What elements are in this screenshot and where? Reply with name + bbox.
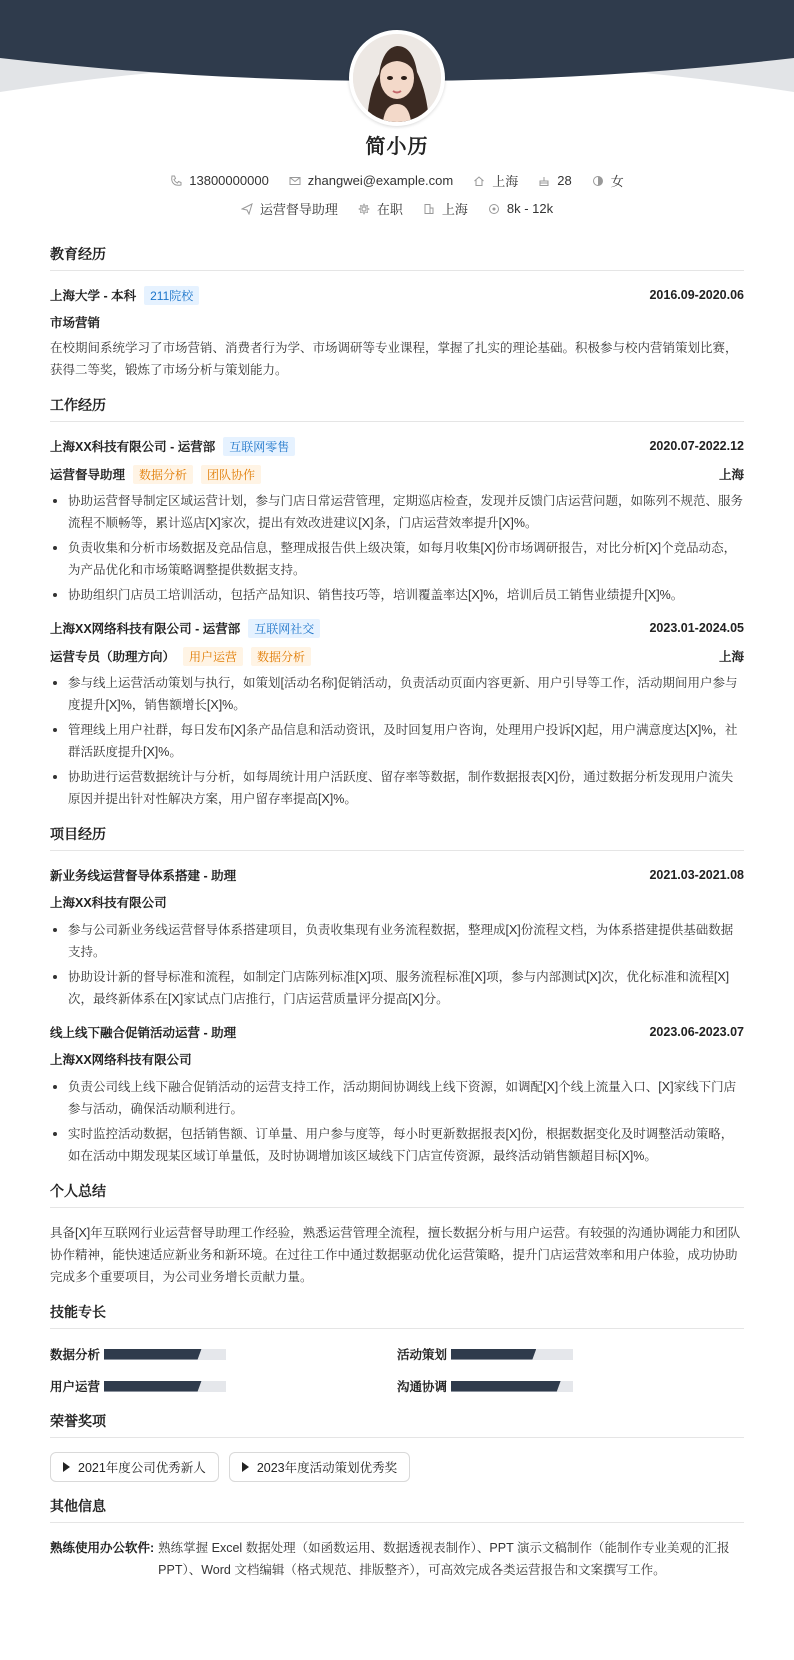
award-text: 2023年度活动策划优秀奖 [256, 1461, 398, 1475]
project-entry [50, 1022, 744, 1167]
industry-tag: 互联网零售 [223, 437, 295, 456]
skill-name: 沟通协调 [397, 1380, 448, 1394]
skill-item [397, 1375, 744, 1397]
list-item: 协助运营督导制定区域运营计划，参与门店日常运营管理，定期巡店检查，发现并反馈门店运营问题，如陈列不规范、服务流程不顺畅等，累计巡店[X]家次，提出有效改进建议[X]条，门店运营效率提升[X]%。 [50, 490, 744, 534]
section-title: 荣誉奖项 [50, 1411, 744, 1438]
skill-name: 活动策划 [397, 1348, 448, 1362]
award-text: 2021年度公司优秀新人 [78, 1461, 206, 1475]
target-job-text: 运营督导助理 [259, 202, 338, 217]
other-label: 熟练使用办公软件: [50, 1541, 155, 1555]
job-intent-row [0, 199, 794, 218]
play-icon [63, 1462, 70, 1472]
education-section [50, 244, 744, 381]
send-icon [241, 203, 253, 215]
summary-section [50, 1181, 744, 1288]
cake-icon [538, 175, 550, 187]
skill-item [397, 1343, 744, 1365]
resume-content [50, 244, 744, 1595]
list-item: 参与线上运营活动策划与执行，如策划[活动名称]促销活动，负责活动页面内容更新、用户引导等工作，活动期间用户参与度提升[X]%，销售额增长[X]%。 [50, 672, 744, 716]
other-value: 熟练掌握 Excel 数据处理（如函数运用、数据透视表制作）、PPT 演示文稿制作（能制作专业美观的汇报PPT）、Word 文档编辑（格式规范、排版整齐），可高效完成各类运营报告和文案撰写工作。 [158, 1541, 730, 1577]
section-title: 工作经历 [50, 395, 744, 422]
role-name: 运营督导助理 [50, 468, 126, 482]
play-icon [242, 1462, 249, 1472]
list-item: 参与公司新业务线运营督导体系搭建项目，负责收集现有业务流程数据，整理成[X]份流程文档，为体系搭建提供基础数据支持。 [50, 919, 744, 963]
list-item: 管理线上用户社群，每日发布[X]条产品信息和活动资讯，及时回复用户咨询，处理用户投诉[X]起，用户满意度达[X]%，社群活跃度提升[X]%。 [50, 719, 744, 763]
skill-bar [451, 1381, 573, 1392]
work-date: 2023.01-2024.05 [649, 621, 744, 635]
email-text: zhangwei@example.com [307, 173, 454, 188]
education-entry [50, 285, 744, 381]
contact-info-row [0, 171, 794, 190]
avatar-portrait [353, 34, 441, 122]
section-title: 教育经历 [50, 244, 744, 271]
list-item: 协助进行运营数据统计与分析，如每周统计用户活跃度、留存率等数据，制作数据报表[X]份，通过数据分析发现用户流失原因并提出针对性解决方案，用户留存率提高[X]%。 [50, 766, 744, 810]
city-text: 上海 [492, 174, 519, 189]
awards-list [50, 1452, 744, 1482]
award-item [229, 1452, 410, 1482]
major-name: 市场营销 [50, 316, 101, 330]
salary-item [488, 201, 553, 216]
skill-bar-fill [104, 1349, 202, 1360]
target-city-item [423, 199, 468, 218]
city-item [473, 171, 518, 190]
gear-icon [358, 203, 370, 215]
education-desc: 在校期间系统学习了市场营销、消费者行为学、市场调研等专业课程，掌握了扎实的理论基础。积极参与校内营销策划比赛，获得二等奖，锻炼了市场分析与策划能力。 [50, 341, 738, 377]
awards-section [50, 1411, 744, 1482]
skill-bar [451, 1349, 573, 1360]
section-title: 项目经历 [50, 824, 744, 851]
role-name: 运营专员（助理方向） [50, 650, 176, 664]
coin-icon [488, 203, 500, 215]
skill-name: 数据分析 [50, 1348, 101, 1362]
skill-bar [104, 1349, 226, 1360]
skills-grid [50, 1343, 744, 1397]
project-date: 2023.06-2023.07 [649, 1025, 744, 1039]
company-name: 上海XX科技有限公司 - 运营部 [50, 440, 216, 454]
list-item: 实时监控活动数据，包括销售额、订单量、用户参与度等，每小时更新数据报表[X]份，根据数据变化及时调整活动策略，如在活动中期发现某区域订单量低，及时协调增加该区域线下门店宣传资源，最终活动销售额超目标[X]%。 [50, 1123, 744, 1167]
skill-item [50, 1375, 397, 1397]
gender-item [592, 171, 624, 190]
email-item [289, 173, 453, 188]
skill-item [50, 1343, 397, 1365]
skill-name: 用户运营 [50, 1380, 101, 1394]
section-title: 个人总结 [50, 1181, 744, 1208]
list-item: 负责公司线上线下融合促销活动的运营支持工作，活动期间协调线上线下资源，如调配[X]个线上流量入口、[X]家线下门店参与活动，确保活动顺利进行。 [50, 1076, 744, 1120]
skill-bar-fill [451, 1349, 536, 1360]
phone-icon [170, 175, 182, 187]
project-name: 新业务线运营督导体系搭建 - 助理 [50, 869, 237, 883]
skill-bar [104, 1381, 226, 1392]
gender-text: 女 [610, 174, 624, 189]
building-icon [423, 203, 435, 215]
salary-text: 8k - 12k [506, 201, 554, 216]
target-city-text: 上海 [441, 202, 468, 217]
project-date: 2021.03-2021.08 [649, 868, 744, 882]
school-tag: 211院校 [144, 286, 199, 305]
status-text: 在职 [376, 202, 403, 217]
avatar [349, 30, 445, 126]
summary-text: 具备[X]年互联网行业运营督导助理工作经验，熟悉运营管理全流程，擅长数据分析与用户运营。有较强的沟通协调能力和团队协作精神，能快速适应新业务和新环境。在过往工作中通过数据驱动优化运营策略，提升门店运营效率和用户体验，成功协助完成多个重要项目，为公司业务增长贡献力量。 [50, 1226, 741, 1284]
industry-tag: 互联网社交 [248, 619, 320, 638]
candidate-name: 简小历 [365, 136, 429, 158]
home-icon [473, 175, 485, 187]
work-entry [50, 618, 744, 810]
company-name: 上海XX网络科技有限公司 - 运营部 [50, 622, 241, 636]
project-entry [50, 865, 744, 1010]
work-section [50, 395, 744, 810]
age-item [538, 173, 571, 188]
mail-icon [289, 175, 301, 187]
skill-tag: 数据分析 [251, 647, 311, 666]
phone-text: 13800000000 [189, 173, 269, 188]
section-title: 技能专长 [50, 1302, 744, 1329]
section-title: 其他信息 [50, 1496, 744, 1523]
project-company: 上海XX网络科技有限公司 [50, 1053, 192, 1067]
project-name: 线上线下融合促销活动运营 - 助理 [50, 1026, 237, 1040]
list-item: 协助设计新的督导标准和流程，如制定门店陈列标准[X]项、服务流程标准[X]项，参与内部测试[X]次，优化标准和流程[X]次，最终新体系在[X]家试点门店推行，门店运营质量评分提高[X]分。 [50, 966, 744, 1010]
skills-section [50, 1302, 744, 1397]
target-job-item [241, 199, 338, 218]
work-entry [50, 436, 744, 606]
phone-item [170, 173, 269, 188]
skill-bar-fill [451, 1381, 561, 1392]
work-city: 上海 [718, 650, 744, 664]
age-text: 28 [557, 173, 572, 188]
list-item: 负责收集和分析市场数据及竞品信息，整理成报告供上级决策，如每月收集[X]份市场调研报告，对比分析[X]个竞品动态，为产品优化和市场策略调整提供数据支持。 [50, 537, 744, 581]
work-date: 2020.07-2022.12 [649, 439, 744, 453]
education-date: 2016.09-2020.06 [649, 288, 744, 302]
project-company: 上海XX科技有限公司 [50, 896, 167, 910]
status-item [358, 199, 403, 218]
list-item: 协助组织门店员工培训活动，包括产品知识、销售技巧等，培训覆盖率达[X]%，培训后员工销售业绩提升[X]%。 [50, 584, 744, 606]
work-city: 上海 [718, 468, 744, 482]
skill-tag: 数据分析 [133, 465, 193, 484]
school-name: 上海大学 - 本科 [50, 289, 137, 303]
other-info-row [50, 1537, 744, 1581]
other-section [50, 1496, 744, 1581]
projects-section [50, 824, 744, 1167]
skill-tag: 团队协作 [201, 465, 261, 484]
gender-icon [592, 175, 604, 187]
skill-tag: 用户运营 [183, 647, 243, 666]
award-item [50, 1452, 219, 1482]
skill-bar-fill [104, 1381, 202, 1392]
